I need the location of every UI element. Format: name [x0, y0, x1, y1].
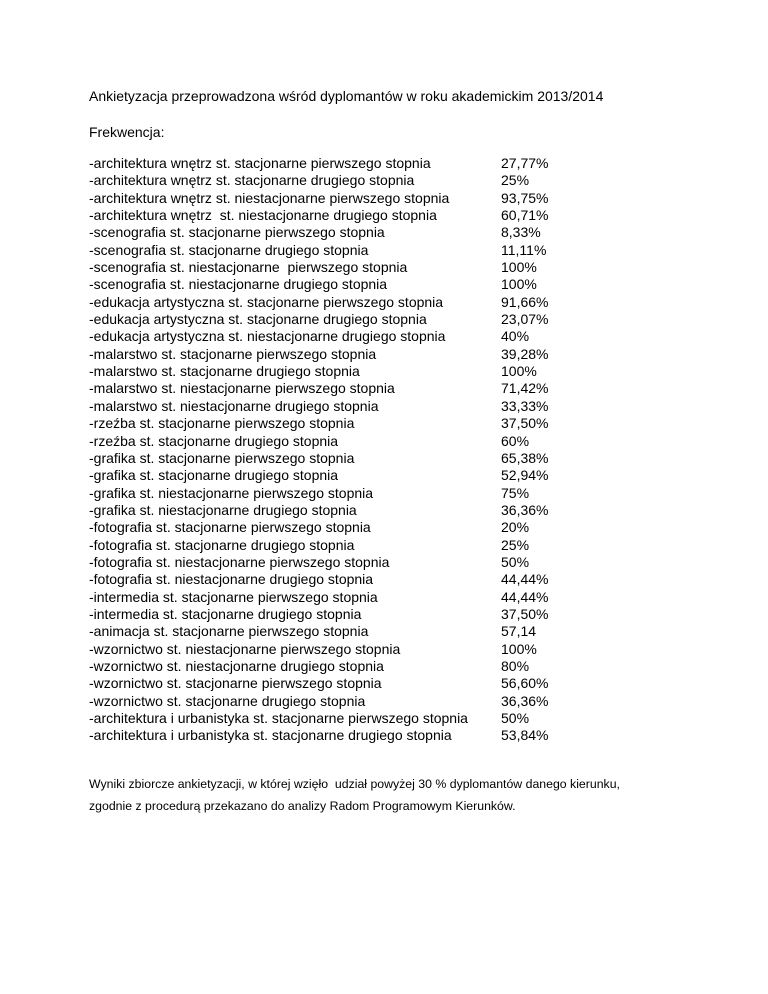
list-item: [89, 693, 609, 710]
summary-line: zgodnie z procedurą przekazano do analizy Radom Programowym Kierunków.: [89, 799, 516, 813]
attendance-percent: 60%: [501, 432, 530, 449]
attendance-percent: 71,42%: [501, 380, 549, 397]
attendance-percent: 25%: [501, 536, 530, 553]
list-item: [89, 537, 609, 554]
attendance-percent: 50%: [501, 553, 530, 570]
program-name: -malarstwo st. stacjonarne pierwszego stopnia: [89, 345, 377, 362]
list-item: [89, 294, 609, 311]
summary-paragraph: [89, 773, 689, 817]
list-item: [89, 363, 609, 380]
program-name: -architektura i urbanistyka st. stacjonarne pierwszego stopnia: [89, 710, 468, 726]
attendance-percent: 36,36%: [501, 501, 549, 518]
program-name: -scenografia st. stacjonarne drugiego stopnia: [89, 241, 369, 258]
list-item: [89, 276, 609, 293]
program-name: -fotografia st. stacjonarne pierwszego stopnia: [89, 519, 371, 536]
list-item: [89, 641, 609, 658]
list-item: [89, 328, 609, 345]
list-item: [89, 398, 609, 415]
list-item: [89, 502, 609, 519]
program-name: -grafika st. niestacjonarne pierwszego stopnia: [89, 484, 374, 501]
attendance-percent: 100%: [501, 640, 537, 657]
program-name: -rzeźba st. stacjonarne drugiego stopnia: [89, 432, 339, 449]
attendance-percent: 56,60%: [501, 675, 549, 692]
program-name: -fotografia st. niestacjonarne pierwszego stopnia: [89, 553, 390, 570]
program-name: -malarstwo st. niestacjonarne drugiego stopnia: [89, 397, 379, 414]
program-name: -rzeźba st. stacjonarne pierwszego stopnia: [89, 415, 355, 432]
program-name: -animacja st. stacjonarne pierwszego stopnia: [89, 623, 369, 640]
program-name: -malarstwo st. stacjonarne drugiego stopnia: [89, 363, 360, 380]
attendance-percent: 33,33%: [501, 397, 549, 414]
attendance-percent: 23,07%: [501, 311, 549, 328]
attendance-percent: 53,84%: [501, 727, 549, 744]
list-item: [89, 658, 609, 675]
attendance-percent: 36,36%: [501, 692, 549, 709]
list-item: [89, 485, 609, 502]
list-item: [89, 380, 609, 397]
list-item: [89, 346, 609, 363]
attendance-percent: 75%: [501, 484, 530, 501]
list-item: [89, 554, 609, 571]
program-name: -malarstwo st. niestacjonarne pierwszego stopnia: [89, 380, 395, 397]
frequency-list: [89, 155, 609, 745]
attendance-percent: 50%: [501, 710, 530, 726]
attendance-percent: 8,33%: [501, 224, 541, 241]
attendance-percent: 37,50%: [501, 605, 549, 622]
attendance-percent: 27,77%: [501, 155, 549, 171]
attendance-percent: 52,94%: [501, 467, 549, 484]
attendance-percent: 25%: [501, 172, 530, 189]
list-item: [89, 623, 609, 640]
attendance-percent: 100%: [501, 363, 537, 380]
attendance-percent: 11,11%: [501, 241, 547, 258]
program-name: -wzornictwo st. stacjonarne drugiego stopnia: [89, 692, 366, 709]
document-title: Ankietyzacja przeprowadzona wśród dyplomantów w roku akademickim 2013/2014: [89, 88, 604, 104]
program-name: -edukacja artystyczna st. niestacjonarne drugiego stopnia: [89, 328, 446, 345]
program-name: -scenografia st. stacjonarne pierwszego stopnia: [89, 224, 385, 241]
program-name: -scenografia st. niestacjonarne drugiego stopnia: [89, 276, 388, 293]
attendance-percent: 100%: [501, 276, 537, 293]
program-name: -architektura wnętrz st. niestacjonarne pierwszego stopnia: [89, 189, 450, 206]
program-name: -grafika st. stacjonarne drugiego stopnia: [89, 467, 339, 484]
program-name: -architektura wnętrz st. stacjonarne pierwszego stopnia: [89, 155, 431, 171]
program-name: -architektura wnętrz st. niestacjonarne drugiego stopnia: [89, 207, 437, 224]
attendance-percent: 93,75%: [501, 189, 549, 206]
program-name: -grafika st. stacjonarne pierwszego stopnia: [89, 449, 355, 466]
attendance-percent: 44,44%: [501, 588, 549, 605]
attendance-percent: 60,71%: [501, 207, 549, 224]
list-item: [89, 224, 609, 241]
program-name: -edukacja artystyczna st. stacjonarne drugiego stopnia: [89, 311, 427, 328]
attendance-percent: 44,44%: [501, 571, 549, 588]
list-item: [89, 519, 609, 536]
program-name: -fotografia st. stacjonarne drugiego stopnia: [89, 536, 355, 553]
list-item: [89, 207, 609, 224]
program-name: -architektura wnętrz st. stacjonarne drugiego stopnia: [89, 172, 415, 189]
list-item: [89, 727, 609, 744]
attendance-percent: 39,28%: [501, 345, 549, 362]
attendance-percent: 65,38%: [501, 449, 549, 466]
program-name: -intermedia st. stacjonarne drugiego stopnia: [89, 605, 362, 622]
summary-line: Wyniki zbiorcze ankietyzacji, w której wzięło udział powyżej 30 % dyplomantów danego kierunku,: [89, 777, 620, 791]
list-item: [89, 155, 609, 172]
program-name: -scenografia st. niestacjonarne pierwszego stopnia: [89, 259, 408, 276]
attendance-percent: 57,14: [501, 623, 537, 640]
attendance-percent: 37,50%: [501, 415, 549, 432]
list-item: [89, 450, 609, 467]
program-name: -wzornictwo st. stacjonarne pierwszego stopnia: [89, 675, 382, 692]
list-item: [89, 259, 609, 276]
list-item: [89, 190, 609, 207]
program-name: -architektura i urbanistyka st. stacjonarne drugiego stopnia: [89, 727, 452, 744]
attendance-percent: 80%: [501, 657, 530, 674]
list-item: [89, 242, 609, 259]
attendance-percent: 91,66%: [501, 293, 549, 310]
list-item: [89, 606, 609, 623]
list-item: [89, 311, 609, 328]
program-name: -fotografia st. niestacjonarne drugiego stopnia: [89, 571, 374, 588]
list-item: [89, 467, 609, 484]
program-name: -wzornictwo st. niestacjonarne drugiego stopnia: [89, 657, 384, 674]
attendance-percent: 100%: [501, 259, 537, 276]
attendance-percent: 20%: [501, 519, 530, 536]
list-item: [89, 710, 609, 727]
list-item: [89, 415, 609, 432]
program-name: -grafika st. niestacjonarne drugiego stopnia: [89, 501, 357, 518]
list-item: [89, 589, 609, 606]
list-item: [89, 172, 609, 189]
program-name: -intermedia st. stacjonarne pierwszego stopnia: [89, 588, 378, 605]
program-name: -edukacja artystyczna st. stacjonarne pierwszego stopnia: [89, 293, 444, 310]
program-name: -wzornictwo st. niestacjonarne pierwszego stopnia: [89, 640, 401, 657]
attendance-percent: 40%: [501, 328, 530, 345]
list-item: [89, 571, 609, 588]
frequency-label: Frekwencja:: [89, 124, 165, 140]
list-item: [89, 675, 609, 692]
list-item: [89, 433, 609, 450]
